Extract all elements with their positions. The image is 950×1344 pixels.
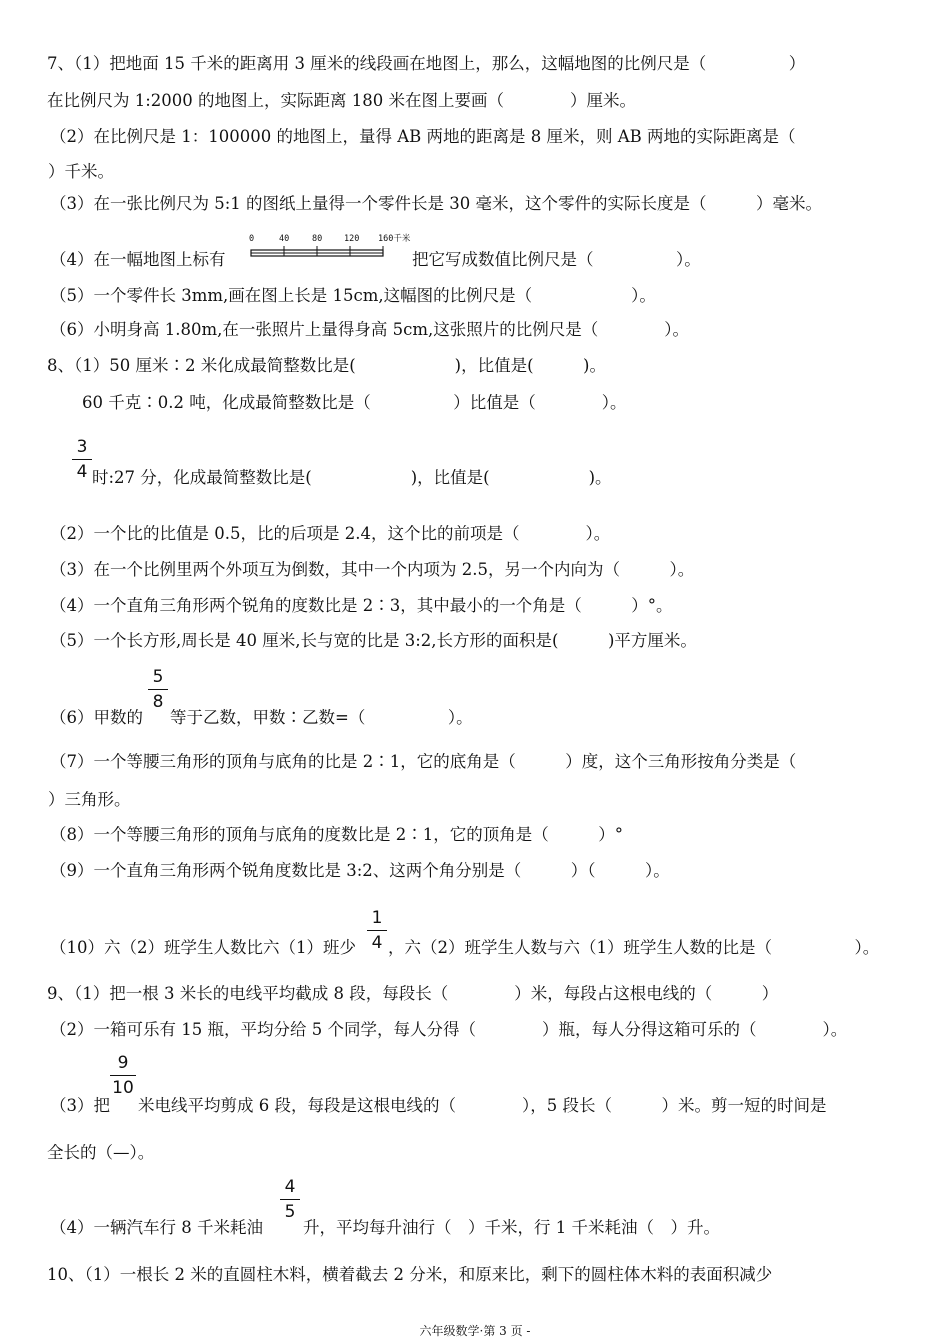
q8-5-line: （5）一个长方形,周长是 40 厘米,长与宽的比是 3:2,长方形的面积是( )平方厘米。 <box>50 631 697 650</box>
q7-1-sub-line: 在比例尺为 1:2000 的地图上，实际距离 180 米在图上要画（ ）厘米。 <box>47 91 637 110</box>
fraction-denominator: 4 <box>371 933 383 953</box>
q8-6-line-end: 等于乙数，甲数∶乙数=（ ）。 <box>170 708 473 727</box>
fraction-9-10 <box>110 1052 136 1099</box>
fraction-denominator: 5 <box>284 1202 296 1222</box>
q9-4-line-end: 升，平均每升油行（ ）千米，行 1 千米耗油（ ）升。 <box>303 1218 720 1237</box>
q7-5-line: （5）一个零件长 3mm,画在图上长是 15cm,这幅图的比例尺是（ ）。 <box>50 286 656 305</box>
q9-3-cont-line: 全长的（—）。 <box>47 1143 155 1162</box>
q9-2-line: （2）一箱可乐有 15 瓶，平均分给 5 个同学，每人分得（ ）瓶，每人分得这箱可乐的（ ）。 <box>50 1020 848 1039</box>
scale-tick-label: 80 <box>312 234 323 244</box>
q8-10-line-end: ，六（2）班学生人数与六（1）班学生人数的比是（ ）。 <box>388 938 880 957</box>
page-footer: 六年级数学·第 3 页 - <box>419 1324 531 1338</box>
q8-3-line: （3）在一个比例里两个外项互为倒数，其中一个内项为 2.5，另一个内向为（ ）。 <box>50 560 695 579</box>
fraction-numerator: 3 <box>76 437 88 457</box>
fraction-bar <box>110 1075 136 1076</box>
fraction-bar <box>148 689 168 690</box>
q9-3-line-end: 米电线平均剪成 6 段，每段是这根电线的（ ），5 段长（ ）米。剪一短的时间是 <box>138 1096 827 1115</box>
fraction-3-4 <box>72 436 92 483</box>
scale-tick-label: 40 <box>279 234 290 244</box>
q7-6-line: （6）小明身高 1.80m,在一张照片上量得身高 5cm,这张照片的比例尺是（ ）。 <box>50 320 689 339</box>
fraction-5-8 <box>148 666 168 713</box>
q8-1-sub-line: 60 千克∶0.2 吨，化成最简整数比是（ ）比值是（ ）。 <box>82 393 627 412</box>
q8-4-line: （4）一个直角三角形两个锐角的度数比是 2∶3，其中最小的一个角是（ ）°。 <box>50 596 673 615</box>
q9-3-line-start: （3）把 <box>50 1096 110 1115</box>
q8-7-cont-line: ）三角形。 <box>48 790 131 809</box>
fraction-denominator: 8 <box>152 692 164 712</box>
q7-3-line: （3）在一张比例尺为 5:1 的图纸上量得一个零件长是 30 毫米，这个零件的实际长度是（ ）毫米。 <box>50 194 823 213</box>
q8-6-line-start: （6）甲数的 <box>50 708 143 727</box>
q7-4-line-start: （4）在一幅地图上标有 <box>50 250 226 269</box>
q9-1-line: 9、（1）把一根 3 米长的电线平均截成 8 段，每段长（ ）米，每段占这根电线的（ ） <box>47 984 779 1003</box>
q7-1-line: 7、（1）把地面 15 千米的距离用 3 厘米的线段画在地图上，那么，这幅地图的比例尺是（ ） <box>47 54 806 73</box>
fraction-numerator: 1 <box>371 908 383 928</box>
fraction-4-5 <box>280 1176 300 1223</box>
fraction-bar <box>72 459 92 460</box>
q7-4-line-end: 把它写成数值比例尺是（ ）。 <box>412 250 701 269</box>
scale-tick-label: 120 <box>344 234 360 244</box>
fraction-bar <box>367 930 387 931</box>
fraction-numerator: 4 <box>284 1177 296 1197</box>
q8-10-line-start: （10）六（2）班学生人数比六（1）班少 <box>50 938 356 957</box>
scale-tick-label: 0 <box>249 234 255 244</box>
fraction-numerator: 9 <box>117 1053 129 1073</box>
q8-8-line: （8）一个等腰三角形的顶角与底角的度数比是 2∶1，它的顶角是（ ）° <box>50 825 623 844</box>
fraction-denominator: 4 <box>76 462 88 482</box>
q8-1-sub-line-2: 时:27 分，化成最简整数比是( )，比值是( )。 <box>92 468 612 487</box>
q7-2-cont-line: ）千米。 <box>48 162 114 181</box>
q8-2-line: （2）一个比的比值是 0.5，比的后项是 2.4，这个比的前项是（ ）。 <box>50 524 611 543</box>
fraction-denominator: 10 <box>112 1078 134 1098</box>
q8-1-line: 8、（1）50 厘米∶2 米化成最简整数比是( )，比值是( )。 <box>47 356 606 375</box>
fraction-bar <box>280 1199 300 1200</box>
q7-2-line: （2）在比例尺是 1：100000 的地图上，量得 AB 两地的距离是 8 厘米，则 AB 两地的实际距离是（ <box>50 127 796 146</box>
scale-tick-label: 160千米 <box>378 234 411 244</box>
fraction-1-4 <box>367 907 387 954</box>
q8-9-line: （9）一个直角三角形两个锐角度数比是 3:2、这两个角分别是（ ）（ ）。 <box>50 861 670 880</box>
fraction-numerator: 5 <box>152 667 164 687</box>
q8-7-line: （7）一个等腰三角形的顶角与底角的比是 2∶1，它的底角是（ ）度，这个三角形按角分类是（ <box>50 752 797 771</box>
q10-1-line: 10、（1）一根长 2 米的直圆柱木料，横着截去 2 分米，和原来比，剩下的圆柱体木料的表面积减少 <box>47 1265 773 1284</box>
scale-bar-graphic <box>248 232 428 264</box>
q9-4-line-start: （4）一辆汽车行 8 千米耗油 <box>50 1218 263 1237</box>
